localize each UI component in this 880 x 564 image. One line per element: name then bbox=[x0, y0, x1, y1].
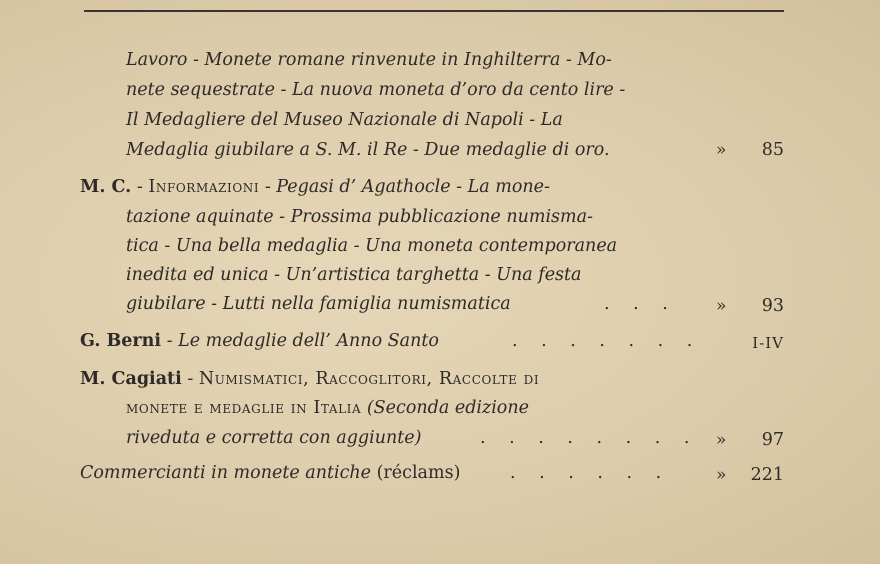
page-number: 221 bbox=[750, 465, 784, 485]
entry-text-line: nete sequestrate - La nuova moneta d’oro da cento lire - bbox=[126, 80, 626, 100]
entry-text-line: giubilare - Lutti nella famiglia numismatica bbox=[126, 294, 511, 314]
author-name: M. Cagiati bbox=[80, 369, 182, 389]
page-marker: » bbox=[716, 430, 727, 450]
separator: - bbox=[181, 369, 199, 389]
entry-text-line: tica - Una bella medaglia - Una moneta contemporanea bbox=[126, 236, 618, 256]
entry-text-line bbox=[126, 395, 529, 421]
entry-first-line bbox=[80, 328, 439, 354]
page-number: I-IV bbox=[752, 334, 784, 352]
entry-text-line: Lavoro - Monete romane rinvenute in Inghilterra - Mo- bbox=[126, 50, 612, 70]
entry-first-line bbox=[80, 174, 550, 200]
dot-leader: . . . . . . bbox=[510, 463, 671, 483]
dot-leader: . . . . . . . . bbox=[480, 428, 699, 448]
entry-title: Commercianti in monete antiche bbox=[80, 463, 372, 483]
entry-text-line: Il Medagliere del Museo Nazionale di Napoli - La bbox=[126, 110, 563, 130]
entry-suffix: (réclams) bbox=[371, 463, 461, 483]
entry-text-line: Medaglia giubilare a S. M. il Re - Due medaglie di oro. bbox=[126, 140, 610, 160]
entry-text: - Pegasi d’ Agathocle - La mone- bbox=[259, 177, 550, 197]
page-marker: » bbox=[716, 296, 727, 316]
entry-text-line: tazione aquinate - Prossima pubblicazione numisma- bbox=[126, 207, 593, 227]
entry-first-line bbox=[80, 366, 539, 392]
entry-text-line: inedita ed unica - Un’artistica targhetta - Una festa bbox=[126, 265, 582, 285]
dot-leader: . . . . . . . bbox=[512, 331, 702, 351]
separator: - bbox=[161, 331, 179, 351]
author-name: G. Berni bbox=[80, 331, 162, 351]
entry-first-line bbox=[80, 460, 460, 486]
section-title: Informazioni bbox=[148, 177, 260, 197]
page-number: 97 bbox=[761, 430, 784, 450]
entry-title: Le medaglie dell’ Anno Santo bbox=[178, 331, 439, 351]
separator: - bbox=[131, 177, 149, 197]
entry-text: (Seconda edizione bbox=[361, 398, 529, 418]
section-title: monete e medaglie in Italia bbox=[126, 398, 362, 418]
page-marker: » bbox=[716, 465, 727, 485]
entry-text-line: riveduta e corretta con aggiunte) bbox=[126, 428, 422, 448]
dot-leader: . . . bbox=[604, 294, 677, 314]
page-number: 85 bbox=[761, 140, 784, 160]
page-number: 93 bbox=[761, 296, 784, 316]
page-marker: » bbox=[716, 140, 727, 160]
author-name: M. C. bbox=[80, 177, 132, 197]
section-title: Numismatici, Raccoglitori, Raccolte di bbox=[198, 369, 540, 389]
